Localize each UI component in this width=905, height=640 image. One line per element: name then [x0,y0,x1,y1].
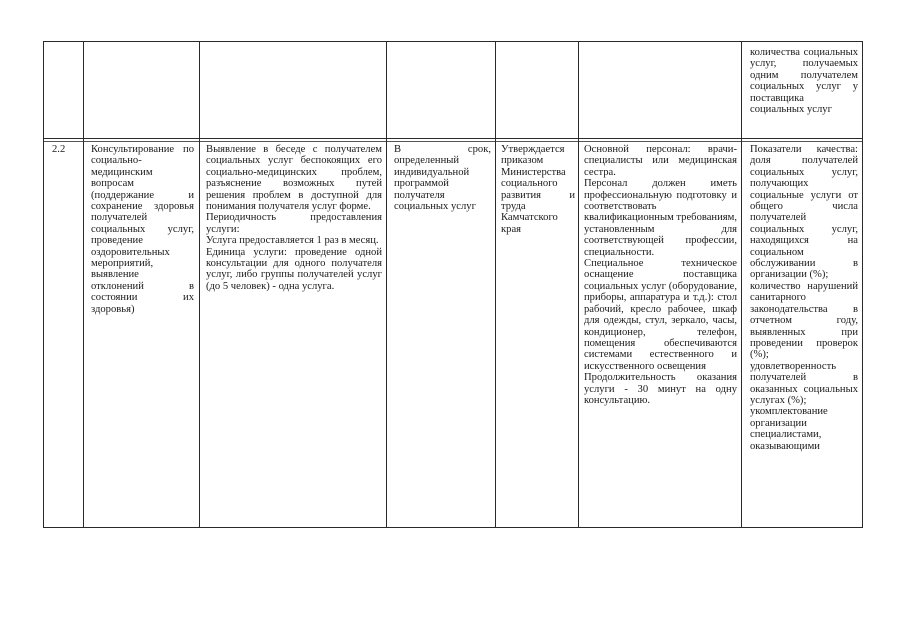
service-conditions-cell [584,144,737,524]
col-border [386,41,387,528]
description-paragraph: Услуга предоставляется 1 раз в месяц. [206,235,379,247]
indicators-paragraph: количество нарушений санитарного законодательства в отчетном году, выявленных при проведении проверок (%); [750,280,858,361]
service-description-cell [206,144,382,524]
row-number-cell [52,144,80,155]
description-paragraph: Единица услуги: проведение одной консультации для одного получателя услуг, либо группы получателей услуг (до 5 человек) - одна услуга. [206,246,382,292]
service-name-cell [91,144,194,524]
indicators-paragraph: укомплектование организации специалистами, оказывающими [750,406,828,452]
conditions-paragraph: Основной персонал: врачи-специалисты или медицинская сестра. [584,144,737,178]
table-top-border [43,41,863,42]
row-divider [43,138,863,139]
indicators-paragraph: Показатели качества: доля получателей социальных услуг, получающих социальные услуги от общего числа получателей социальных услуг, находящихся на социальном обслуживании в организации (%); [750,144,858,281]
conditions-paragraph: Продолжительность оказания услуги - 30 минут на одну консультацию. [584,372,737,406]
service-tariff-text: Утверждается приказом Министерства социального развития и труда Камчатского края [501,144,575,235]
quality-indicators-cell [750,144,858,526]
row-number: 2.2 [52,144,66,155]
col-border [199,41,200,528]
col-border [83,41,84,528]
col-border [862,41,863,528]
col-border [43,41,44,528]
col-border [495,41,496,528]
prev-row-indicators-cell [750,47,858,137]
description-paragraph: Выявление в беседе с получателем социальных услуг беспокоящих его социально-медицинских проблем, разъяснение возможных путей решения проблем в доступной для понимания получателя услуг форме. [206,144,382,213]
conditions-paragraph: Специальное техническое оснащение поставщика социальных услуг (оборудование, приборы, аппаратура и т.д.): стол рабочий, кресло рабочее, шкаф для одежды, стул, зеркало, часы, кондиционер, телефон, помещения обеспечиваются системами естественного и искусственного освещения [584,258,737,372]
row-divider-inner [43,141,863,142]
table-bottom-border [43,527,863,528]
service-tariff-cell [501,144,575,524]
col-border [741,41,742,528]
conditions-paragraph: Персонал должен иметь профессиональную подготовку и соответствовать квалификационным требованиям, установленным для соответствующей профессии, специальности. [584,178,737,258]
description-paragraph: Периодичность предоставления услуги: [206,212,382,235]
indicators-paragraph: удовлетворенность получателей в оказанных социальных услугах (%); [750,360,858,406]
service-term-text: В срок, определенный индивидуальной программой получателя социальных услуг [394,144,491,213]
service-name-text: Консультирование по социально-медицинским вопросам (поддержание и сохранение здоровья получателей социальных услуг, проведение оздоровительных мероприятий, выявление отклонений в состоянии их здоровья) [91,144,194,315]
service-term-cell [394,144,491,524]
prev-row-indicators-text: количества социальных услуг, получаемых одним получателем социальных услуг у поставщика социальных услуг [750,47,858,116]
col-border [578,41,579,528]
